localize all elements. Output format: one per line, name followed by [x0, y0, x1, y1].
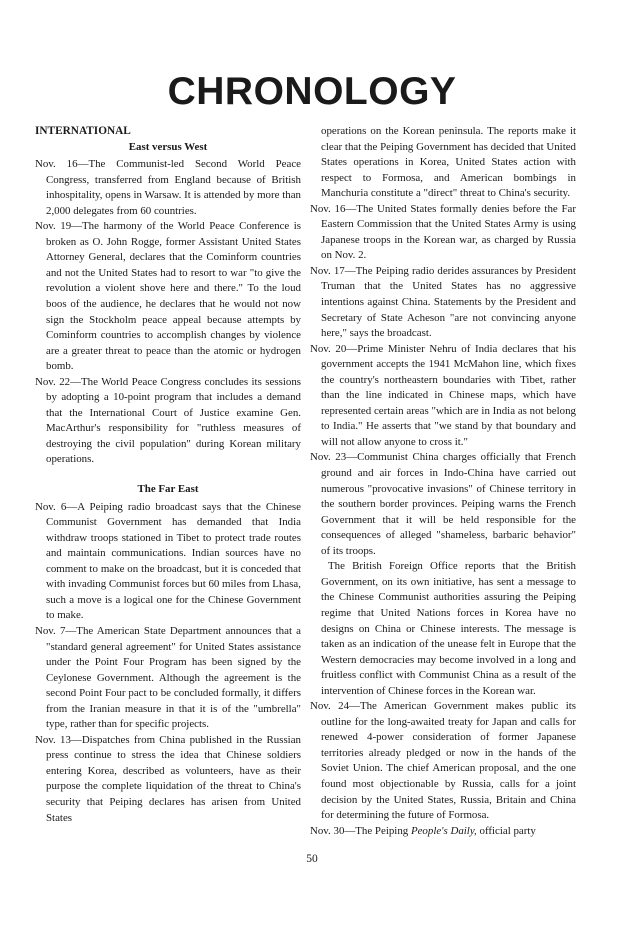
chronology-entry: Nov. 16—The Communist-led Second World Peace Congress, transferred from England because of British inhospitality, opens in Warsaw. It is attended by more than 2,000 delegates from 60 countries.	[35, 158, 301, 217]
chronology-entry: Nov. 20—Prime Minister Nehru of India declares that his government accepts the 1941 McMahon line, which fixes the country's northeastern boundaries with Tibet, rather than the line indicated in Chinese maps, which have represented certain areas "which are in India as not belong to India." He asserts that "we stand by that boundary and will not allow anyone to cross it."	[310, 342, 576, 448]
chronology-entry: Nov. 24—The American Government makes public its outline for the long-awaited treaty for Japan and calls for renewed 4-power consideration of former Japanese territories already pledged or now in the hands of the Soviet Union. The chief American proposal, and the one found most objectionable by Russia, calls for a joint decision by the United States, Russia, Britain and China for determining the future of Formosa.	[310, 700, 576, 822]
chronology-entry: Nov. 7—The American State Department announces that a "standard general agreement" for United States assistance under the Point Four Program has been signed by the Ceylonese Government. Although the agreement is the second Point Four pact to be concluded formally, it differs from the Iranian measure in that it is of the "umbrella" type, rather than for specific projects.	[35, 624, 301, 731]
chronology-entry: Nov. 19—The harmony of the World Peace Conference is broken as O. John Rogge, former Assistant United States Attorney General, declares that the Cominform countries and not the United States had to resort to war "to give the revolution a violent shove here and there." To the loud boos of the audience, he declares that he would not now sign the Stockholm peace appeal because attempts by Cominform countries to accomplish changes by violence are a greater threat to peace than the atomic or hydrogen bomb.	[35, 220, 301, 373]
subheading-east-versus-west: East versus West	[128, 140, 208, 153]
subheading-far-east: The Far East	[137, 483, 199, 496]
chronology-entry: Nov. 13—Dispatches from China published in the Russian press continue to stress the idea that Chinese soldiers entering Korea, described as volunteers, have as their purpose the complete liquidation of the threat to China's security that Peiping declares has arisen from United States	[35, 733, 301, 824]
entry-text: Nov. 30—The Peiping	[310, 824, 411, 837]
chronology-entry: Nov. 17—The Peiping radio derides assurances by President Truman that the United States has no aggressive intentions against China. Statements by the President and Secretary of State Acheson "are not convincing anyone here," says the broadcast.	[310, 264, 576, 340]
page-title: CHRONOLOGY	[167, 70, 457, 113]
chronology-entry	[310, 824, 576, 840]
page-number: 50	[306, 853, 318, 865]
chronology-entry-continued: operations on the Korean peninsula. The reports make it clear that the Peiping Government has decided that United States operations in Korea, United States action with respect to Formosa, and American bombings in Manchuria constitute a "direct" threat to China's security.	[321, 125, 576, 200]
chronology-entry: Nov. 16—The United States formally denies before the Far Eastern Commission that the United States Army is using Japanese troops in the Korean war, as charged by Russia on Nov. 2.	[310, 202, 576, 262]
chronology-entry: Nov. 23—Communist China charges officially that French ground and air forces in Indo-China have carried out numerous "provocative invasions" of Chinese territory in the southern border provinces. Peiping warns the French Government that it will be held responsible for the consequences of alleged "shameless, barbaric behavior" of its troops.	[310, 451, 576, 557]
chronology-paragraph: The British Foreign Office reports that the British Government, on its own initiative, has sent a message to the Chinese Communist authorities assuring the Peiping regime that United Nations forces in Korea have no designs on China or Chinese interests. The message is taken as an indication of the unease felt in Europe that the Western democracies may become involved in a long and fruitless conflict with Communist China as a result of the intervention of Chinese forces in the Korean war.	[321, 560, 576, 697]
left-column	[35, 124, 301, 826]
section-heading-international: INTERNATIONAL	[35, 125, 131, 137]
right-column	[310, 124, 576, 839]
newspaper-title: People's Daily,	[410, 824, 477, 837]
chronology-entry: Nov. 22—The World Peace Congress concludes its sessions by adopting a 10-point program that includes a demand that the International Court of Justice examine Gen. MacArthur's responsibility for "ruthless measures of destroying the civil population" during Korean military operations.	[35, 375, 301, 466]
entry-text: official party	[476, 824, 536, 837]
chronology-entry: Nov. 6—A Peiping radio broadcast says that the Chinese Communist Government has demanded that India withdraw troops stationed in Tibet to protect trade routes and maintain communications. Indian sources have no comment to make on the broadcast, but it is conceded that with invading Communist forces but 60 miles from Lhasa, such a move is a logical one for the Chinese Government to make.	[35, 500, 301, 622]
